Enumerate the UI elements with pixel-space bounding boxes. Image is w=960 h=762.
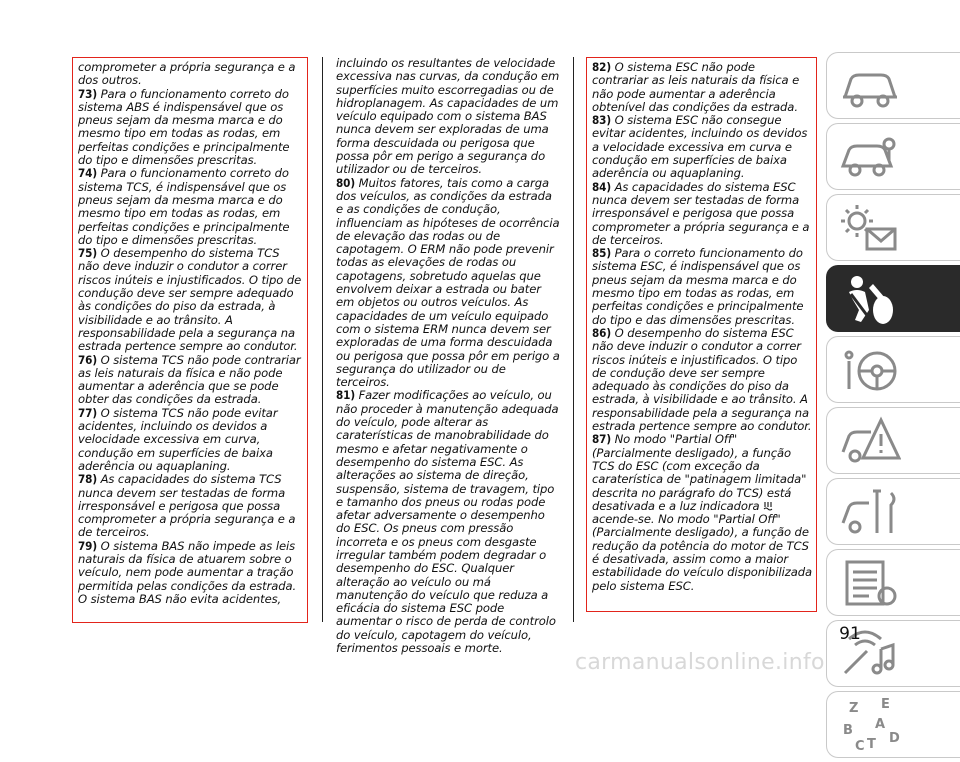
note-74	[78, 167, 303, 247]
index-letter: C	[855, 739, 865, 754]
tab-warning-lights[interactable]	[826, 194, 960, 261]
chapter-sidebar	[826, 52, 960, 762]
car-warning-triangle-icon	[837, 412, 901, 470]
note-text: Para o funcionamento correto do sistema TCS, é indispensável que os pneus sejam da mesma marca e do mesmo tipo em todas as rodas, em perfeitas condições e principalmente do tipo e dimensões prescritas.	[78, 166, 290, 247]
note-number: 80)	[336, 175, 355, 190]
note-82	[592, 61, 812, 114]
steering-wheel-fuel-icon	[837, 341, 901, 399]
tab-getting-to-know-dashboard[interactable]	[826, 52, 960, 119]
column-divider	[322, 57, 323, 622]
note-number: 75)	[78, 246, 97, 261]
notes-column-3	[586, 57, 817, 612]
index-letter: A	[875, 717, 886, 732]
note-81	[336, 389, 560, 655]
note-number: 85)	[592, 246, 611, 261]
column-divider	[573, 57, 574, 622]
tab-getting-to-know-car[interactable]	[826, 123, 960, 190]
page-number: 91	[839, 624, 861, 644]
note-75	[78, 247, 303, 353]
note-text: As capacidades do sistema TCS nunca devem ser testadas de forma irresponsável e perigosa que possa comprometer a própria segurança e a de terceiros.	[78, 472, 296, 540]
airbag-seatbelt-safety-icon	[837, 270, 901, 328]
note-number: 86)	[592, 325, 611, 340]
technical-data-icon	[837, 554, 901, 612]
index-letter: E	[881, 697, 890, 712]
tab-index[interactable]	[826, 691, 960, 758]
note-number: 78)	[78, 472, 97, 487]
notes-column-2	[336, 57, 560, 655]
note-number: 73)	[78, 86, 97, 101]
note-number: 81)	[336, 388, 355, 403]
index-letter: T	[867, 737, 876, 752]
index-letter: D	[889, 731, 900, 746]
note-84	[592, 181, 812, 247]
note-87	[592, 433, 812, 593]
note-78	[78, 473, 303, 539]
note-number: 74)	[78, 166, 97, 181]
notes-column-1	[72, 57, 308, 623]
car-key-icon	[837, 128, 901, 186]
car-dashboard-icon	[837, 57, 901, 115]
tab-servicing-and-care[interactable]	[826, 478, 960, 545]
note-text: O sistema ESC não consegue evitar acidentes, incluindo os devidos a velocidade excessiva em curva e condução em superfícies de baixa aderência ou aquaplaning.	[592, 113, 808, 181]
note-text: O desempenho do sistema ESC não deve induzir o condutor a correr riscos inúteis e injustificados. O tipo de condução deve ser sempre adequado às condições do piso da estrada, à visibilidade e ao trânsito. A responsabilidade pela a segurança na estrada pertence sempre ao condutor.	[592, 325, 812, 434]
watermark: carmanualsonline.info	[575, 650, 825, 675]
note-number: 79)	[78, 538, 97, 553]
note-85	[592, 247, 812, 327]
note-79	[78, 540, 303, 606]
note-text: O sistema BAS não impede as leis naturais da física de atuarem sobre o veículo, nem pode aumentar a tração permitida pelas condições da estrada. O sistema BAS não evita acidentes,	[78, 538, 297, 606]
note-80	[336, 177, 560, 390]
tab-in-an-emergency[interactable]	[826, 407, 960, 474]
note-number: 76)	[78, 352, 97, 367]
esc-off-warning-light-icon	[763, 501, 773, 511]
note-text: Muitos fatores, tais como a carga dos veículos, as condições da estrada e as condições de condução, influenciam as hipóteses de ocorrência de elevação das rodas ou de capotagem. O ERM não pode prevenir todas as elevações de rodas ou capotagens, sobretudo aquelas que envolvem deixar a estrada ou bater em objetos ou outros veículos. As capacidades de um veículo equipado com o sistema ERM nunca devem ser exploradas de uma forma descuidada ou perigosa que possa pôr em perigo a segurança do utilizador ou de terceiros.	[336, 175, 560, 390]
note-number: 87)	[592, 432, 611, 447]
note-76	[78, 354, 303, 407]
note-83	[592, 114, 812, 180]
index-letter: B	[843, 723, 853, 738]
note-77	[78, 407, 303, 473]
note-text: O sistema ESC não pode contrariar as leis naturais da física e não pode aumentar a aderência obtenível das condições da estrada.	[592, 60, 800, 114]
note-number: 83)	[592, 113, 611, 128]
car-service-tools-icon	[837, 483, 901, 541]
note-text: acende-se. No modo "Partial Off" (Parcialmente desligado), a função de redução da potência do motor de TCS é desativada, assim como a maior estabilidade do veículo disponibilizada pelo sistema ESC.	[592, 512, 812, 593]
warning-light-message-icon	[837, 199, 901, 257]
note-number: 84)	[592, 179, 611, 194]
note-73	[78, 88, 303, 168]
tab-starting-and-driving[interactable]	[826, 336, 960, 403]
note-86	[592, 327, 812, 433]
note-text: Para o funcionamento correto do sistema ABS é indispensável que os pneus sejam da mesma marca e do mesmo tipo em todas as rodas, em perfeitas condições e principalmente do tipo e dimensões prescritas.	[78, 86, 290, 168]
note-number: 82)	[592, 60, 611, 74]
tab-technical-data[interactable]	[826, 549, 960, 616]
note-text: As capacidades do sistema ESC nunca devem ser testadas de forma irresponsável e perigosa que possa comprometer a própria segurança e a de terceiros.	[592, 179, 810, 247]
note-number: 77)	[78, 405, 97, 420]
note-lead: incluindo os resultantes de velocidade excessiva nas curvas, da condução em superfícies muito escorregadias ou de hidroplanagem. As capacidades de um veículo equipado com o sistema BAS nunca devem ser exploradas de uma forma descuidada ou perigosa que possa pôr em perigo a segurança do utilizador ou de terceiros.	[336, 56, 560, 177]
note-text: Fazer modificações ao veículo, ou não proceder à manutenção adequada do veículo, pode alterar as caraterísticas de manobrabilidade do mesmo e afetar negativamente o desempenho do sistema ESC. As alterações ao sistema de direção, suspensão, sistema de travagem, tipo e tamanho dos pneus ou rodas pode afetar adversamente o desempenho do ESC. Os pneus com pressão incorreta e os pneus com desgaste irregular também podem degradar o desempenho do ESC. Qualquer alteração ao veículo ou má manutenção do veículo que reduza a eficácia do sistema ESC pode aumentar o risco de perda de controlo do veículo, capotagem do veículo, ferimentos pessoais e morte.	[336, 388, 559, 656]
alphabetical-index-icon	[837, 696, 901, 754]
note-lead: comprometer a própria segurança e a dos outros.	[78, 60, 296, 88]
note-text: No modo "Partial Off" (Parcialmente desligado), a função TCS do ESC (com exceção da caraterística de "patinagem limitada" descrita no parágrafo do TCS) está desativada e a luz indicadora	[592, 432, 807, 513]
note-text: O sistema TCS não pode evitar acidentes, incluindo os devidos a velocidade excessiva em curva, condução em superfícies de baixa aderência ou aquaplaning.	[78, 405, 278, 473]
note-text: O desempenho do sistema TCS não deve induzir o condutor a correr riscos inúteis e injustificados. O tipo de condução deve ser sempre adequado às condições do piso da estrada, à visibilidade e ao trânsito. A responsabilidade pela a segurança na estrada pertence sempre ao condutor.	[78, 246, 302, 354]
note-text: Para o correto funcionamento do sistema ESC, é indispensável que os pneus sejam da mesma marca e do mesmo tipo em todas as rodas, em perfeitas condições e principalmente do tipo e das dimensões prescritas.	[592, 246, 804, 327]
tab-safety[interactable]	[826, 265, 960, 332]
note-text: O sistema TCS não pode contrariar as leis naturais da física e não pode aumentar a aderência que se pode obter das condições da estrada.	[78, 352, 301, 407]
index-letter: Z	[849, 701, 859, 716]
